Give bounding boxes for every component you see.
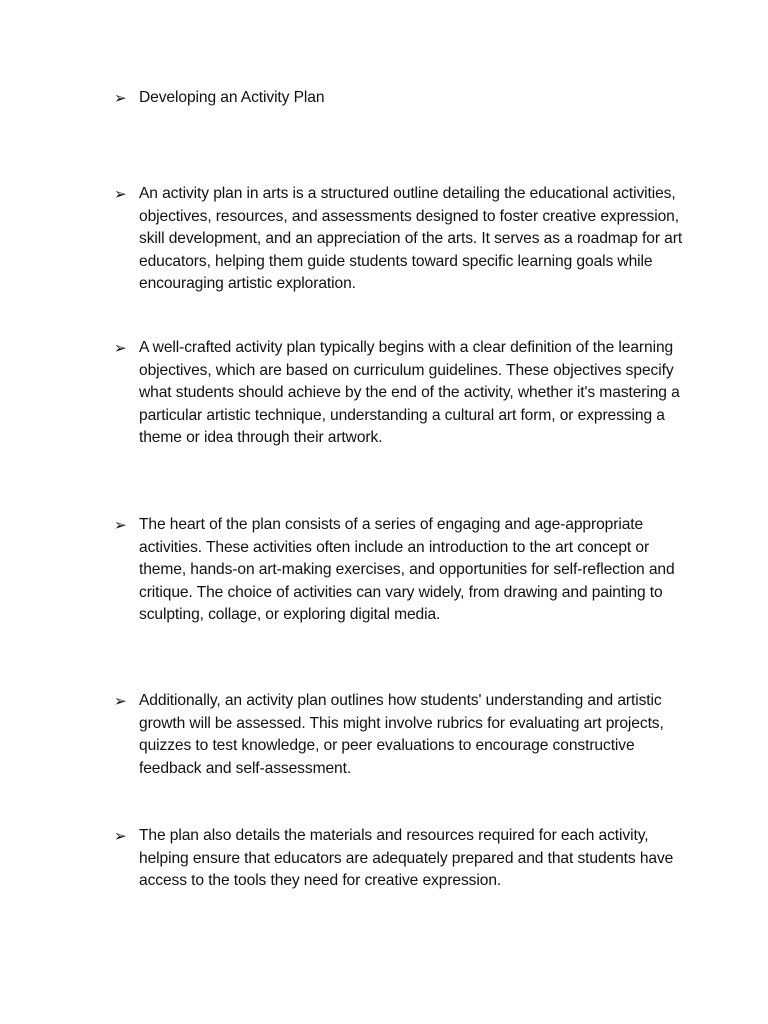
bullet-item-definition: [114, 183, 684, 296]
arrow-bullet-icon: ➢: [114, 185, 127, 203]
bullet-item-activities: [114, 514, 684, 627]
arrow-bullet-icon: ➢: [114, 827, 127, 845]
bullet-text: An activity plan in arts is a structured outline detailing the educational activities, objectives, resources, and assessments designed to foster creative expression, skill development, and an appreciation of the arts. It serves as a roadmap for art educators, helping them guide students toward specific learning goals while encouraging artistic exploration.: [139, 185, 683, 293]
arrow-bullet-icon: ➢: [114, 516, 127, 534]
bullet-text: The plan also details the materials and resources required for each activity, helping ensure that educators are adequately prepared and that students have access to the tools they need for creative expression.: [139, 827, 674, 890]
bullet-text: Additionally, an activity plan outlines how students' understanding and artistic growth will be assessed. This might involve rubrics for evaluating art projects, quizzes to test knowledge, or peer evaluations to encourage constructive feedback and self-assessment.: [139, 692, 664, 777]
bullet-item-heading: [114, 87, 684, 110]
bullet-text: A well-crafted activity plan typically begins with a clear definition of the learning objectives, which are based on curriculum guidelines. These objectives specify what students should achieve by the end of the activity, whether it's mastering a particular artistic technique, understanding a cultural art form, or expressing a theme or idea through their artwork.: [139, 339, 680, 447]
arrow-bullet-icon: ➢: [114, 692, 127, 710]
bullet-item-materials: [114, 825, 684, 893]
bullet-item-assessment: [114, 690, 684, 780]
bullet-item-objectives: [114, 337, 684, 450]
bullet-text: Developing an Activity Plan: [139, 89, 325, 106]
arrow-bullet-icon: ➢: [114, 339, 127, 357]
bullet-text: The heart of the plan consists of a series of engaging and age-appropriate activities. These activities often include an introduction to the art concept or theme, hands-on art-making exercises, and opportunities for self-reflection and critique. The choice of activities can vary widely, from drawing and painting to sculpting, collage, or exploring digital media.: [139, 516, 675, 624]
arrow-bullet-icon: ➢: [114, 89, 127, 107]
